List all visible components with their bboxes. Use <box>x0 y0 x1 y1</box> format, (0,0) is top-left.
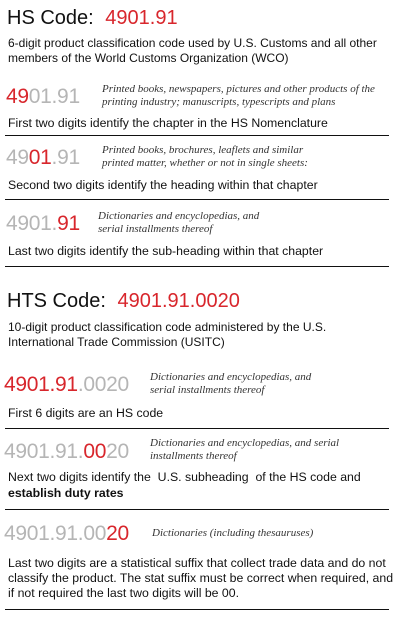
hts-row1-code-rest: .0020 <box>77 373 129 396</box>
hts-row3-code-pre: 4901.91.00 <box>4 522 107 545</box>
hs-row2-code <box>6 146 80 170</box>
hts-row3-code <box>4 522 129 546</box>
hs-code: 4901.91 <box>105 7 178 29</box>
divider <box>5 266 389 267</box>
divider <box>5 428 389 429</box>
hts-label: HTS Code: <box>7 290 106 312</box>
hs-row2-code-pre: 49 <box>6 146 29 169</box>
hs-row2-note: Printed books, brochures, leaflets and similar printed matter, whether or not in single sheets: <box>102 144 308 169</box>
hts-row1-note: Dictionaries and encyclopedias, and serial installments thereof <box>150 371 312 396</box>
divider <box>5 199 389 200</box>
hs-row2-code-post: .91 <box>51 146 80 169</box>
hts-heading <box>7 290 240 312</box>
divider <box>5 609 389 610</box>
hs-row1-note: Printed books, newspapers, pictures and other products of the printing industry; manuscripts, typescripts and plans <box>102 83 375 108</box>
hs-row1-code <box>6 85 80 109</box>
hs-row1-explanation: First two digits identify the chapter in the HS Nomenclature <box>8 116 328 130</box>
hts-row2-explanation: Next two digits identify the U.S. subheading of the HS code and <box>8 470 361 484</box>
hs-row1-code-highlight: 49 <box>6 85 29 108</box>
hts-row2-code-highlight: 00 <box>83 440 107 463</box>
divider <box>5 509 389 510</box>
hs-description: 6-digit product classification code used by U.S. Customs and all other members of the World Customs Organization (WCO) <box>8 36 377 65</box>
hts-row3-explanation: Last two digits are a statistical suffix that collect trade data and do not classify the product. The stat suffix must be correct when required, and if not required the last two digits will be 00. <box>8 556 394 600</box>
hs-heading <box>7 7 178 29</box>
hts-row1-code <box>4 373 129 397</box>
hts-row3-code-highlight: 20 <box>106 522 129 545</box>
hts-row1-explanation: First 6 digits are an HS code <box>8 406 164 420</box>
hs-row3-explanation: Last two digits identify the sub-heading within that chapter <box>8 244 324 258</box>
hts-row1-code-highlight: 4901.91 <box>4 373 78 396</box>
hs-row2-explanation: Second two digits identify the heading within that chapter <box>8 178 318 192</box>
hts-row2-code-post: 20 <box>106 440 129 463</box>
hs-label: HS Code: <box>7 7 94 29</box>
hs-row1-code-rest: 01.91 <box>28 85 80 108</box>
divider <box>5 135 389 136</box>
hs-row2-code-highlight: 01 <box>28 146 52 169</box>
hts-row2-explanation-bold: establish duty rates <box>8 486 124 500</box>
hts-row3-note: Dictionaries (including thesauruses) <box>152 527 314 539</box>
hts-code: 4901.91.0020 <box>117 290 240 312</box>
hs-row3-note: Dictionaries and encyclopedias, and serial installments thereof <box>98 210 260 235</box>
hs-row3-code-highlight: 91 <box>57 212 80 235</box>
hts-row2-code <box>4 440 129 464</box>
hts-description: 10-digit product classification code administered by the U.S. International Trade Commission (USITC) <box>8 320 327 349</box>
hs-row3-code <box>6 212 80 236</box>
hts-row2-note: Dictionaries and encyclopedias, and serial installments thereof <box>150 437 340 462</box>
hts-row2-code-pre: 4901.91. <box>4 440 84 463</box>
hs-row3-code-pre: 4901. <box>6 212 58 235</box>
